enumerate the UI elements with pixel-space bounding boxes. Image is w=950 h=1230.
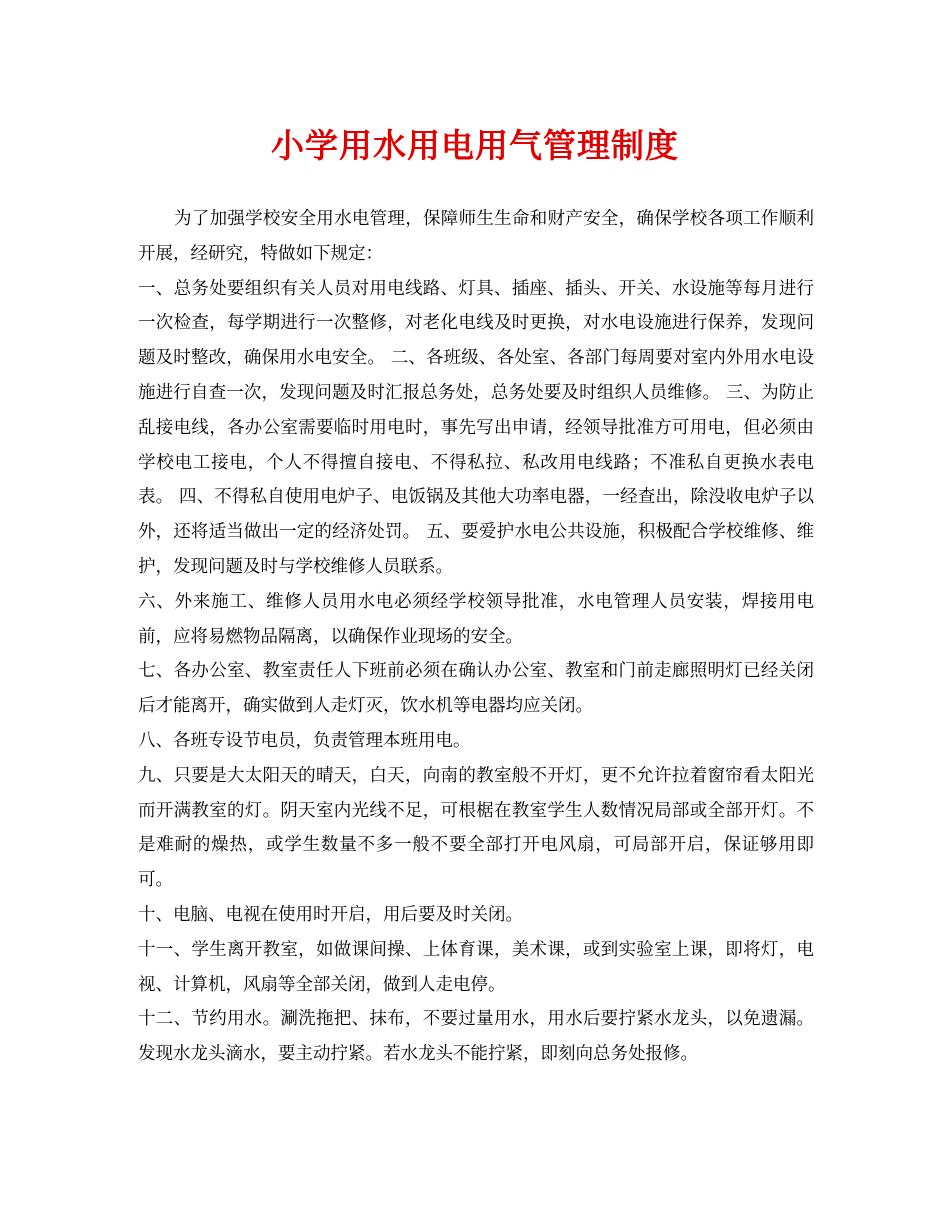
rules-paragraph-1-5: 一、总务处要组织有关人员对用电线路、灯具、插座、插头、开关、水设施等每月进行一次检查，每学期进行一次整修，对老化电线及时更换，对水电设施进行保养，发现问题及时整改，确保用水电安全。 二、各班级、各处室、各部门每周要对室内外用水电设施进行自查一次，发现问题及时汇报总务处，总务处要及时组织人员维修。 三、为防止乱接电线，各办公室需要临时用电时，事先写出申请，经领导批准方可用电，但必须由学校电工接电，个人不得擅自接电、不得私拉、私改用电线路；不准私自更换水表电表。 四、不得私自使用电炉子、电饭锅及其他大功率电器，一经查出，除没收电炉子以外，还将适当做出一定的经济处罚。 五、要爱护水电公共设施，积极配合学校维修、维护，发现问题及时与学校维修人员联系。: [138, 278, 814, 577]
document-body: [138, 202, 814, 1072]
rule-paragraph-7: 七、各办公室、教室责任人下班前必须在确认办公室、教室和门前走廊照明灯已经关闭后才能离开，确实做到人走灯灭，饮水机等电器均应关闭。: [138, 661, 814, 717]
rule-paragraph-10: 十、电脑、电视在使用时开启，用后要及时关闭。: [138, 904, 523, 925]
rule-paragraph-12: 十二、节约用水。涮洗拖把、抹布，不要过量用水，用水后要拧紧水龙头，以免遗漏。发现水龙头滴水，要主动拧紧。若水龙头不能拧紧，即刻向总务处报修。: [138, 1009, 814, 1065]
intro-paragraph: 为了加强学校安全用水电管理，保障师生生命和财产安全，确保学校各项工作顺利开展，经研究，特做如下规定：: [138, 209, 814, 264]
rule-paragraph-11: 十一、学生离开教室，如做课间操、上体育课，美术课，或到实验室上课，即将灯，电视、计算机，风扇等全部关闭，做到人走电停。: [138, 939, 814, 995]
rule-paragraph-9: 九、只要是大太阳天的晴天，白天，向南的教室般不开灯，更不允许拉着窗帘看太阳光而开满教室的灯。阴天室内光线不足，可根椐在教室学生人数情况局部或全部开灯。不是难耐的燥热，或学生数量不多一般不要全部打开电风扇，可局部开启，保证够用即可。: [138, 765, 814, 891]
rule-paragraph-6: 六、外来施工、维修人员用水电必须经学校领导批准，水电管理人员安装，焊接用电前，应将易燃物品隔离，以确保作业现场的安全。: [138, 591, 814, 647]
rule-paragraph-8: 八、各班专设节电员，负责管理本班用电。: [138, 730, 471, 751]
document-title: 小学用水用电用气管理制度: [271, 126, 679, 165]
